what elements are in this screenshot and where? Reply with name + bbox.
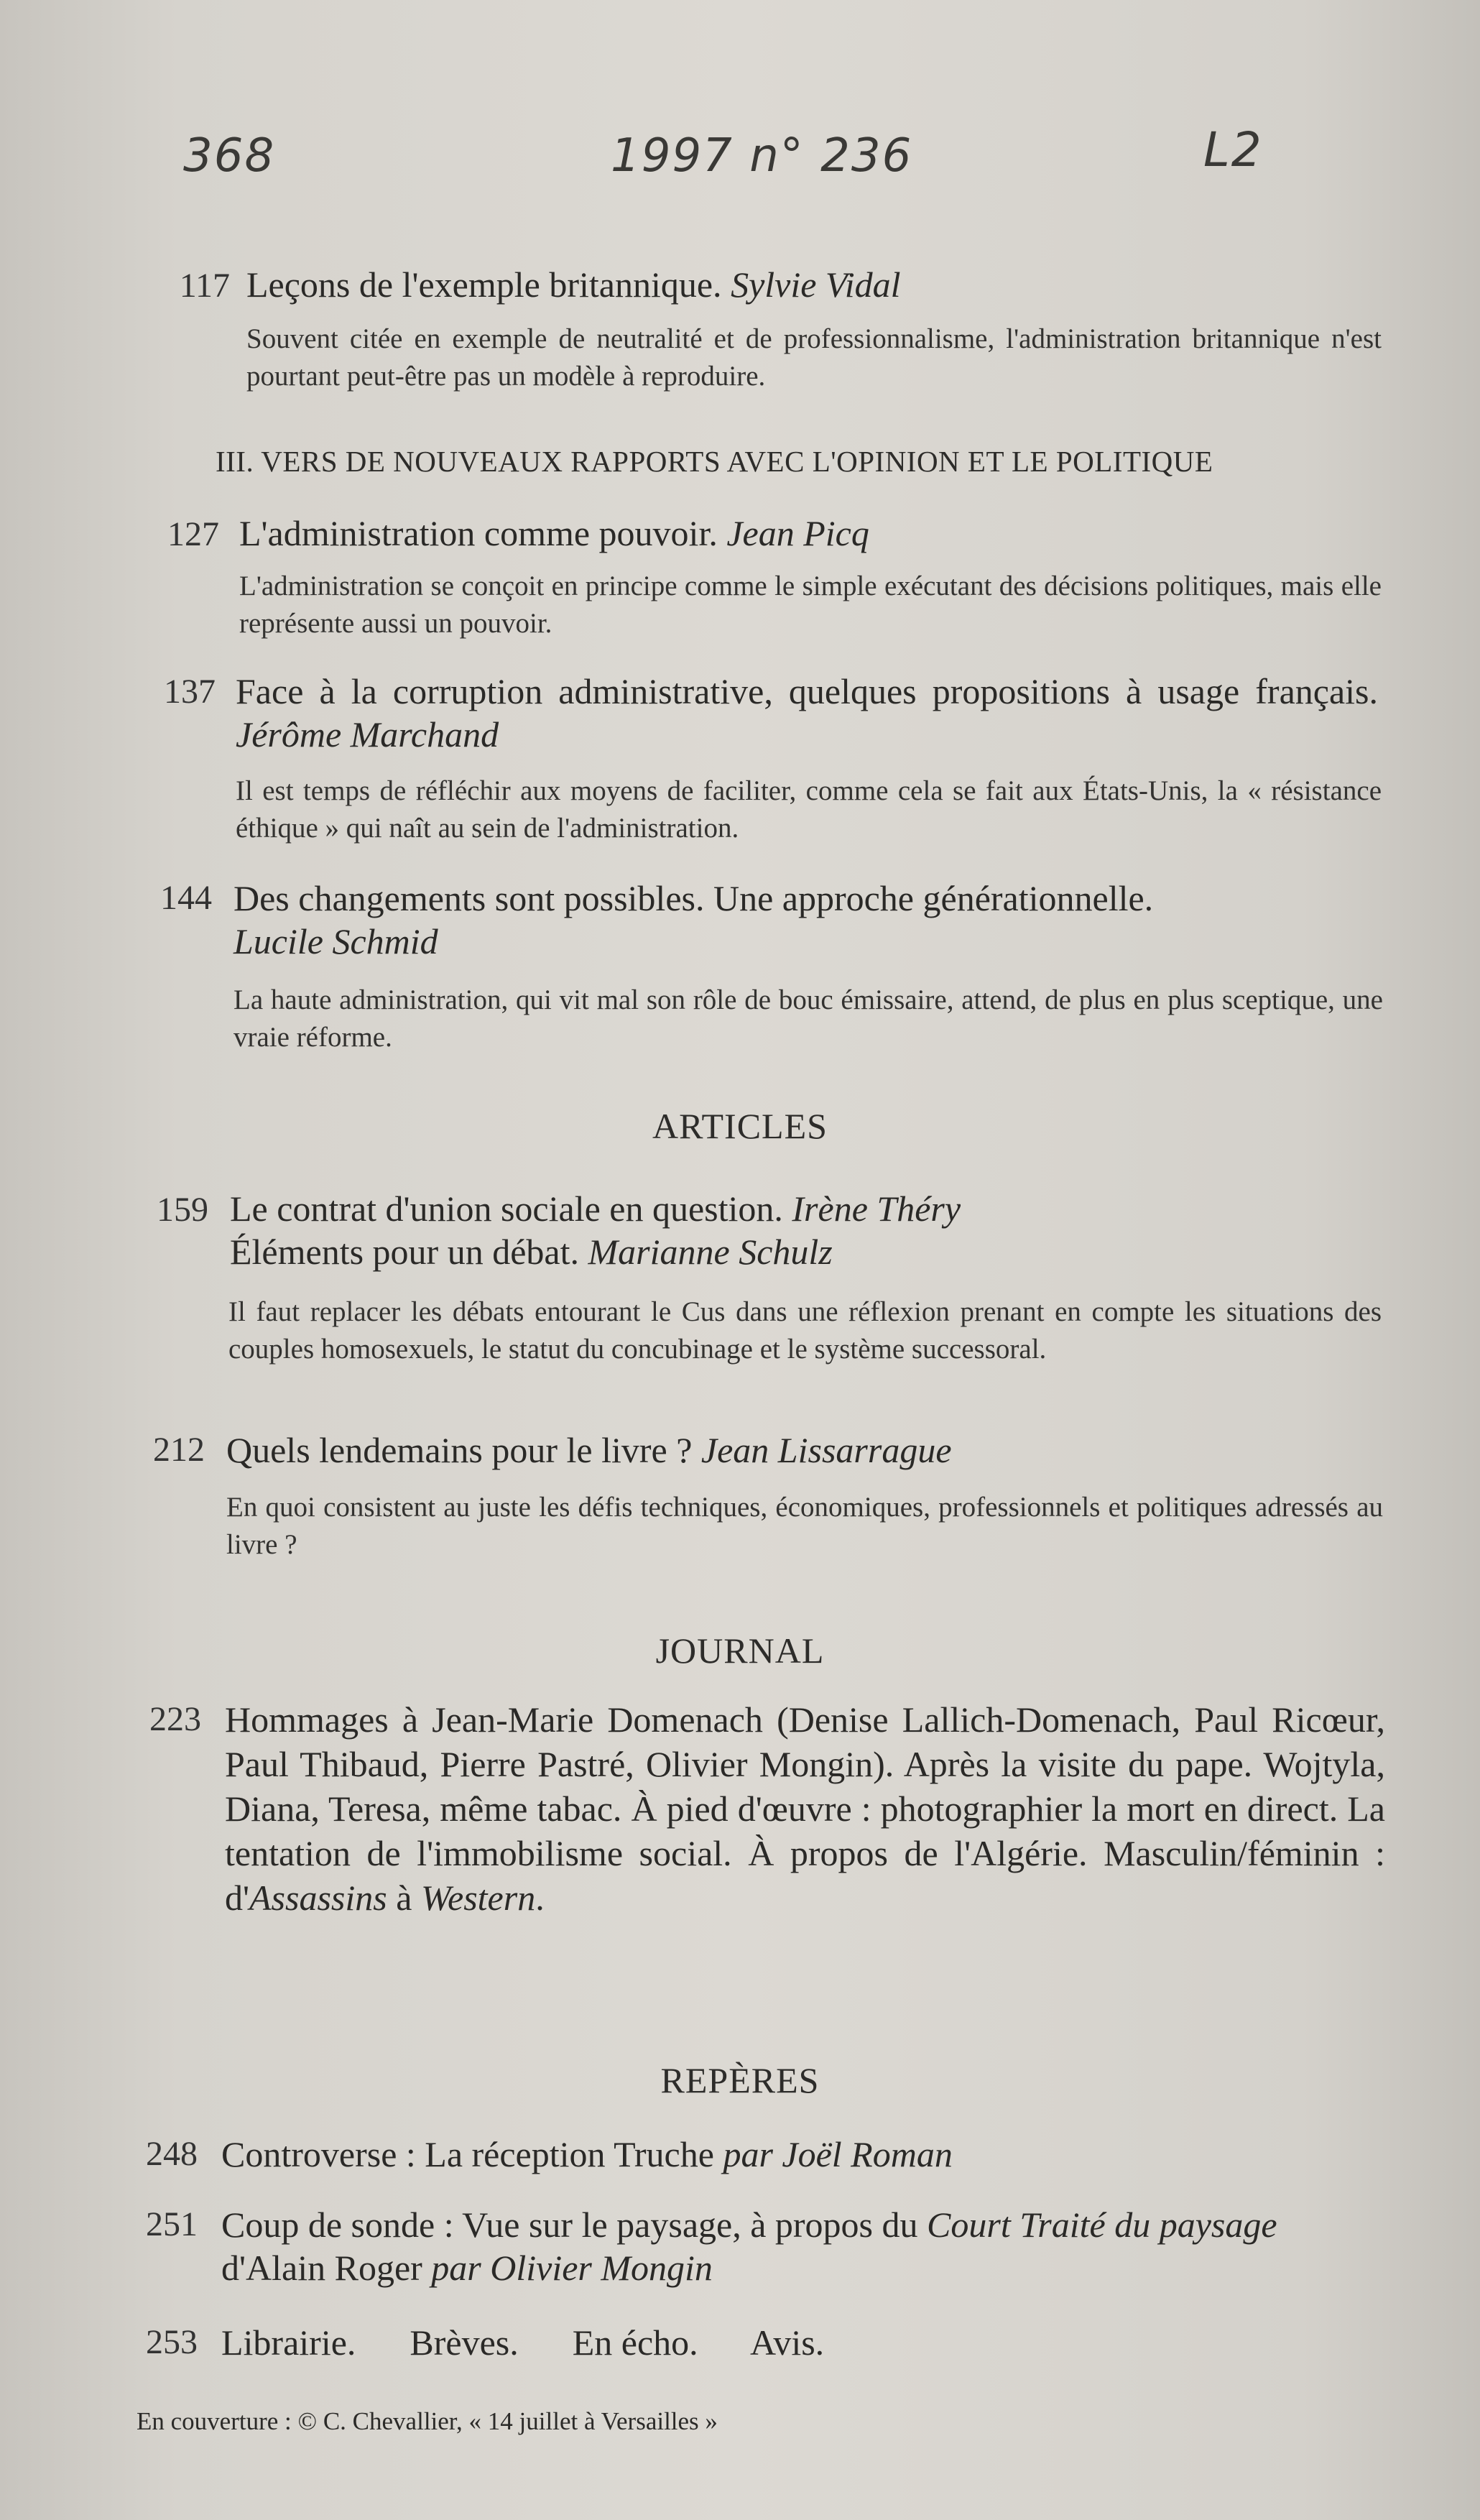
journal-italic-title: Western <box>420 1878 536 1918</box>
entry-title-line <box>226 1429 1383 1472</box>
entry-title-line <box>230 1187 1379 1273</box>
rubric-item: Brèves. <box>410 2322 519 2363</box>
journal-heading: JOURNAL <box>655 1630 825 1671</box>
entry-description: Souvent citée en exemple de neutralité et de professionnalisme, l'administration britannique n'est pourtant peut-être pas un modèle à reproduire. <box>246 323 1382 392</box>
rubric-item: Avis. <box>749 2322 825 2363</box>
entry-book-title: Court Traité du paysage <box>927 2205 1277 2245</box>
journal-contents <box>225 1697 1385 1920</box>
handwritten-year-issue: 1997 n° 236 <box>611 129 913 183</box>
entry-title: Quels lendemains pour le livre ? <box>226 1430 693 1470</box>
entry-page-number: 251 <box>146 2205 198 2243</box>
entry-author: Joël Roman <box>782 2134 953 2174</box>
rubric-item: En écho. <box>572 2322 698 2363</box>
journal-text-end: . <box>535 1878 545 1918</box>
entry-title-line <box>221 2133 1385 2176</box>
entry-title: Coup de sonde : Vue sur le paysage, à propos du <box>221 2205 918 2245</box>
entry-description: Il faut replacer les débats entourant le Cus dans une réflexion prenant en compte les situations des couples homosexuels, le statut du concubinage et le système successoral. <box>228 1296 1382 1365</box>
entry-description: La haute administration, qui vit mal son rôle de bouc émissaire, attend, de plus en plus sceptique, une vraie réforme. <box>233 984 1383 1053</box>
entry-title-line <box>233 877 1383 963</box>
entry-description: L'administration se conçoit en principe comme le simple exécutant des décisions politiques, mais elle représente aussi un pouvoir. <box>239 571 1382 639</box>
entry-page-number: 127 <box>167 515 219 553</box>
journal-text: Hommages à Jean-Marie Domenach (Denise Lallich-Domenach, Paul Ricœur, Paul Thibaud, Pierre Pastré, Olivier Mongin). Après la visite du pape. Wojtyla, Diana, Teresa, même tabac. À pied d'œuvre : photographier la mort en direct. La tentation de l'immobilisme social. À propos de l'Algérie. Masculin/féminin : d' <box>225 1699 1385 1918</box>
journal-italic-title: Assassins <box>249 1878 387 1918</box>
entry-title: Des changements sont possibles. Une approche générationnelle. <box>233 878 1154 918</box>
entry-title: L'administration comme pouvoir. <box>239 513 718 553</box>
entry-author: Irène Théry <box>792 1189 961 1229</box>
entry-title: Controverse : La réception Truche <box>221 2134 714 2174</box>
reperes-heading: REPÈRES <box>660 2060 820 2100</box>
entry-title-mid: d'Alain Roger <box>221 2248 422 2288</box>
handwritten-page-number: 368 <box>183 129 276 183</box>
entry-author: Sylvie Vidal <box>731 264 901 305</box>
entry-title: Le contrat d'union sociale en question. <box>230 1189 783 1229</box>
entry-author: Olivier Mongin <box>490 2248 713 2288</box>
entry-description: Il est temps de réfléchir aux moyens de faciliter, comme cela se fait aux États-Unis, la « résistance éthique » qui naît au sein de l'administration. <box>236 775 1382 844</box>
journal-text-mid: à <box>387 1878 421 1918</box>
entry-page-number: 137 <box>164 673 216 711</box>
rubric-item: Librairie. <box>221 2322 356 2363</box>
entry-author: Jean Lissarrague <box>700 1430 952 1470</box>
entry-page-number: 117 <box>179 267 230 305</box>
entry-title-line <box>221 2321 1385 2364</box>
entry-page-number: 253 <box>146 2323 198 2361</box>
entry-page-number: 159 <box>157 1191 208 1229</box>
articles-heading: ARTICLES <box>652 1106 828 1146</box>
entry-page-number: 248 <box>146 2135 198 2173</box>
entry-author: Jean Picq <box>726 513 869 553</box>
entry-page-number: 144 <box>160 879 212 917</box>
entry-author: Marianne Schulz <box>588 1232 833 1272</box>
entry-subtitle: Éléments pour un débat. <box>230 1232 579 1272</box>
cover-credit: En couverture : © C. Chevallier, « 14 juillet à Versailles » <box>137 2407 718 2435</box>
entry-title-line <box>246 263 1374 306</box>
entry-author: Lucile Schmid <box>233 921 438 961</box>
entry-page-number: 223 <box>149 1700 201 1738</box>
entry-author: Jérôme Marchand <box>236 714 499 754</box>
section-heading: III. VERS DE NOUVEAUX RAPPORTS AVEC L'OPINION ET LE POLITIQUE <box>216 445 1213 478</box>
entry-par: par <box>723 2134 773 2174</box>
entry-title-line <box>236 670 1378 756</box>
entry-title-line <box>221 2203 1385 2289</box>
entry-par: par <box>431 2248 481 2288</box>
entry-title: Face à la corruption administrative, quelques propositions à usage français. <box>236 671 1378 711</box>
entry-title: Leçons de l'exemple britannique. <box>246 264 722 305</box>
entry-description: En quoi consistent au juste les défis techniques, économiques, professionnels et politiques adressés au livre ? <box>226 1492 1383 1560</box>
entry-page-number: 212 <box>153 1431 205 1469</box>
entry-title-line <box>239 512 1374 555</box>
handwritten-code: L2 <box>1203 122 1263 177</box>
